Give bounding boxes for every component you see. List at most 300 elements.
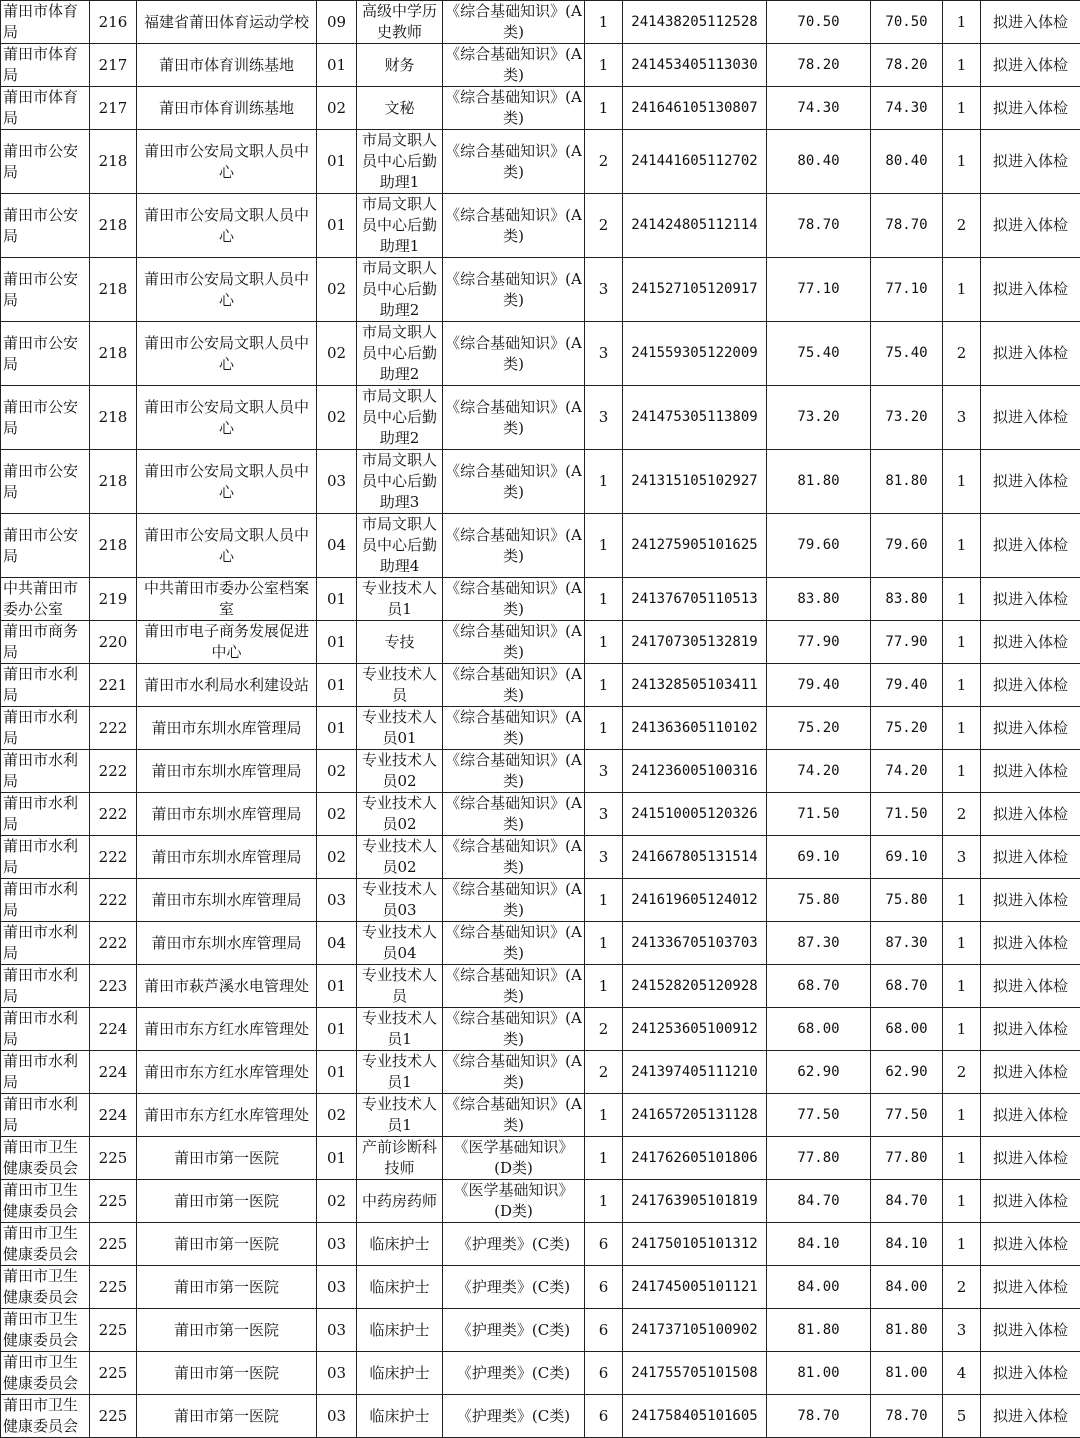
department-cell: 莆田市公安局 [1, 450, 90, 514]
hiring-quota-cell: 6 [585, 1395, 623, 1438]
table-row [1, 1, 1080, 44]
hiring-quota-cell: 1 [585, 1137, 623, 1180]
position-code-cell: 01 [317, 130, 357, 194]
position-code-cell: 02 [317, 1094, 357, 1137]
total-score-cell: 84.00 [871, 1266, 943, 1309]
department-cell: 莆田市水利局 [1, 1094, 90, 1137]
written-score-cell: 68.70 [767, 965, 871, 1008]
unit-code-cell: 217 [90, 44, 137, 87]
ticket-number-cell: 241763905101819 [623, 1180, 767, 1223]
total-score-cell: 81.00 [871, 1352, 943, 1395]
hiring-quota-cell: 1 [585, 1180, 623, 1223]
rank-cell: 1 [943, 258, 981, 322]
employer-cell: 莆田市第一医院 [137, 1223, 317, 1266]
department-cell: 莆田市卫生健康委员会 [1, 1223, 90, 1266]
table-row [1, 1266, 1080, 1309]
rank-cell: 1 [943, 750, 981, 793]
rank-cell: 1 [943, 664, 981, 707]
department-cell: 莆田市公安局 [1, 514, 90, 578]
result-cell: 拟进入体检 [981, 87, 1080, 130]
ticket-number-cell: 241363605110102 [623, 707, 767, 750]
written-score-cell: 77.90 [767, 621, 871, 664]
employer-cell: 莆田市公安局文职人员中心 [137, 386, 317, 450]
total-score-cell: 73.20 [871, 386, 943, 450]
position-name-cell: 市局文职人员中心后勤助理2 [357, 386, 443, 450]
department-cell: 莆田市水利局 [1, 664, 90, 707]
unit-code-cell: 217 [90, 87, 137, 130]
written-score-cell: 79.40 [767, 664, 871, 707]
unit-code-cell: 218 [90, 130, 137, 194]
position-code-cell: 01 [317, 1137, 357, 1180]
exam-subject-cell: 《综合基础知识》(A类) [443, 707, 585, 750]
result-cell: 拟进入体检 [981, 1137, 1080, 1180]
written-score-cell: 74.20 [767, 750, 871, 793]
employer-cell: 莆田市第一医院 [137, 1137, 317, 1180]
rank-cell: 2 [943, 1266, 981, 1309]
hiring-quota-cell: 1 [585, 707, 623, 750]
position-code-cell: 02 [317, 750, 357, 793]
unit-code-cell: 218 [90, 194, 137, 258]
position-name-cell: 专业技术人员 [357, 965, 443, 1008]
department-cell: 莆田市卫生健康委员会 [1, 1180, 90, 1223]
rank-cell: 1 [943, 1, 981, 44]
table-row [1, 130, 1080, 194]
ticket-number-cell: 241646105130807 [623, 87, 767, 130]
written-score-cell: 84.10 [767, 1223, 871, 1266]
position-code-cell: 04 [317, 514, 357, 578]
exam-subject-cell: 《护理类》(C类) [443, 1395, 585, 1438]
ticket-number-cell: 241236005100316 [623, 750, 767, 793]
total-score-cell: 68.70 [871, 965, 943, 1008]
total-score-cell: 71.50 [871, 793, 943, 836]
exam-subject-cell: 《综合基础知识》(A类) [443, 922, 585, 965]
total-score-cell: 77.10 [871, 258, 943, 322]
written-score-cell: 71.50 [767, 793, 871, 836]
employer-cell: 莆田市第一医院 [137, 1266, 317, 1309]
position-name-cell: 专业技术人员04 [357, 922, 443, 965]
total-score-cell: 75.20 [871, 707, 943, 750]
unit-code-cell: 222 [90, 879, 137, 922]
unit-code-cell: 224 [90, 1051, 137, 1094]
table-row [1, 322, 1080, 386]
position-name-cell: 专业技术人员1 [357, 1051, 443, 1094]
total-score-cell: 78.70 [871, 194, 943, 258]
rank-cell: 2 [943, 1051, 981, 1094]
position-code-cell: 01 [317, 44, 357, 87]
unit-code-cell: 222 [90, 922, 137, 965]
exam-subject-cell: 《综合基础知识》(A类) [443, 322, 585, 386]
department-cell: 莆田市体育局 [1, 87, 90, 130]
department-cell: 莆田市体育局 [1, 44, 90, 87]
exam-subject-cell: 《综合基础知识》(A类) [443, 130, 585, 194]
table-row [1, 1180, 1080, 1223]
table-row [1, 879, 1080, 922]
rank-cell: 1 [943, 621, 981, 664]
hiring-quota-cell: 3 [585, 793, 623, 836]
result-cell: 拟进入体检 [981, 1180, 1080, 1223]
result-cell: 拟进入体检 [981, 1352, 1080, 1395]
total-score-cell: 68.00 [871, 1008, 943, 1051]
department-cell: 莆田市水利局 [1, 836, 90, 879]
position-name-cell: 专业技术人员01 [357, 707, 443, 750]
position-name-cell: 文秘 [357, 87, 443, 130]
position-name-cell: 专技 [357, 621, 443, 664]
written-score-cell: 73.20 [767, 386, 871, 450]
position-name-cell: 专业技术人员02 [357, 750, 443, 793]
employer-cell: 莆田市东方红水库管理处 [137, 1008, 317, 1051]
position-code-cell: 01 [317, 664, 357, 707]
exam-subject-cell: 《护理类》(C类) [443, 1266, 585, 1309]
hiring-quota-cell: 1 [585, 922, 623, 965]
department-cell: 莆田市水利局 [1, 922, 90, 965]
exam-subject-cell: 《综合基础知识》(A类) [443, 386, 585, 450]
ticket-number-cell: 241510005120326 [623, 793, 767, 836]
table-row [1, 514, 1080, 578]
table-row [1, 578, 1080, 621]
written-score-cell: 69.10 [767, 836, 871, 879]
total-score-cell: 77.90 [871, 621, 943, 664]
exam-subject-cell: 《医学基础知识》(D类) [443, 1137, 585, 1180]
unit-code-cell: 222 [90, 707, 137, 750]
position-code-cell: 04 [317, 922, 357, 965]
unit-code-cell: 219 [90, 578, 137, 621]
department-cell: 莆田市水利局 [1, 965, 90, 1008]
exam-subject-cell: 《护理类》(C类) [443, 1352, 585, 1395]
rank-cell: 2 [943, 194, 981, 258]
unit-code-cell: 225 [90, 1309, 137, 1352]
table-row [1, 707, 1080, 750]
table-row [1, 1094, 1080, 1137]
written-score-cell: 81.80 [767, 1309, 871, 1352]
employer-cell: 莆田市水利局水利建设站 [137, 664, 317, 707]
total-score-cell: 79.40 [871, 664, 943, 707]
rank-cell: 1 [943, 922, 981, 965]
rank-cell: 1 [943, 965, 981, 1008]
unit-code-cell: 225 [90, 1395, 137, 1438]
ticket-number-cell: 241315105102927 [623, 450, 767, 514]
result-cell: 拟进入体检 [981, 1395, 1080, 1438]
hiring-quota-cell: 2 [585, 194, 623, 258]
hiring-quota-cell: 1 [585, 87, 623, 130]
ticket-number-cell: 241275905101625 [623, 514, 767, 578]
department-cell: 莆田市公安局 [1, 194, 90, 258]
position-code-cell: 01 [317, 578, 357, 621]
table-row [1, 194, 1080, 258]
position-code-cell: 02 [317, 836, 357, 879]
hiring-quota-cell: 1 [585, 1094, 623, 1137]
position-code-cell: 02 [317, 258, 357, 322]
position-name-cell: 财务 [357, 44, 443, 87]
written-score-cell: 75.20 [767, 707, 871, 750]
rank-cell: 4 [943, 1352, 981, 1395]
table-row [1, 258, 1080, 322]
unit-code-cell: 218 [90, 450, 137, 514]
department-cell: 莆田市公安局 [1, 258, 90, 322]
table-row [1, 1137, 1080, 1180]
written-score-cell: 84.70 [767, 1180, 871, 1223]
unit-code-cell: 225 [90, 1180, 137, 1223]
unit-code-cell: 224 [90, 1094, 137, 1137]
employer-cell: 莆田市东圳水库管理局 [137, 750, 317, 793]
ticket-number-cell: 241755705101508 [623, 1352, 767, 1395]
result-cell: 拟进入体检 [981, 44, 1080, 87]
result-cell: 拟进入体检 [981, 1, 1080, 44]
written-score-cell: 78.20 [767, 44, 871, 87]
written-score-cell: 62.90 [767, 1051, 871, 1094]
position-name-cell: 专业技术人员03 [357, 879, 443, 922]
written-score-cell: 77.80 [767, 1137, 871, 1180]
exam-subject-cell: 《综合基础知识》(A类) [443, 879, 585, 922]
result-cell: 拟进入体检 [981, 258, 1080, 322]
rank-cell: 1 [943, 707, 981, 750]
exam-subject-cell: 《综合基础知识》(A类) [443, 514, 585, 578]
result-cell: 拟进入体检 [981, 879, 1080, 922]
exam-subject-cell: 《综合基础知识》(A类) [443, 87, 585, 130]
result-cell: 拟进入体检 [981, 1266, 1080, 1309]
exam-subject-cell: 《综合基础知识》(A类) [443, 450, 585, 514]
ticket-number-cell: 241453405113030 [623, 44, 767, 87]
total-score-cell: 74.20 [871, 750, 943, 793]
written-score-cell: 70.50 [767, 1, 871, 44]
table-row [1, 450, 1080, 514]
table-row [1, 836, 1080, 879]
ticket-number-cell: 241328505103411 [623, 664, 767, 707]
employer-cell: 莆田市公安局文职人员中心 [137, 194, 317, 258]
written-score-cell: 74.30 [767, 87, 871, 130]
rank-cell: 1 [943, 1008, 981, 1051]
employer-cell: 莆田市东圳水库管理局 [137, 879, 317, 922]
employer-cell: 莆田市东圳水库管理局 [137, 793, 317, 836]
table-row [1, 793, 1080, 836]
result-cell: 拟进入体检 [981, 194, 1080, 258]
table-body [1, 1, 1080, 1438]
rank-cell: 5 [943, 1395, 981, 1438]
hiring-quota-cell: 3 [585, 386, 623, 450]
rank-cell: 1 [943, 130, 981, 194]
exam-subject-cell: 《综合基础知识》(A类) [443, 750, 585, 793]
ticket-number-cell: 241336705103703 [623, 922, 767, 965]
position-code-cell: 03 [317, 1309, 357, 1352]
result-cell: 拟进入体检 [981, 1309, 1080, 1352]
ticket-number-cell: 241758405101605 [623, 1395, 767, 1438]
result-cell: 拟进入体检 [981, 1094, 1080, 1137]
position-code-cell: 01 [317, 194, 357, 258]
position-name-cell: 临床护士 [357, 1266, 443, 1309]
result-cell: 拟进入体检 [981, 386, 1080, 450]
table-row [1, 1223, 1080, 1266]
written-score-cell: 78.70 [767, 194, 871, 258]
written-score-cell: 75.40 [767, 322, 871, 386]
position-code-cell: 02 [317, 322, 357, 386]
employer-cell: 莆田市第一医院 [137, 1180, 317, 1223]
ticket-number-cell: 241750105101312 [623, 1223, 767, 1266]
total-score-cell: 84.70 [871, 1180, 943, 1223]
position-name-cell: 临床护士 [357, 1395, 443, 1438]
table-row [1, 1352, 1080, 1395]
ticket-number-cell: 241559305122009 [623, 322, 767, 386]
employer-cell: 莆田市东方红水库管理处 [137, 1051, 317, 1094]
position-name-cell: 市局文职人员中心后勤助理3 [357, 450, 443, 514]
total-score-cell: 81.80 [871, 450, 943, 514]
employer-cell: 莆田市东圳水库管理局 [137, 836, 317, 879]
position-name-cell: 专业技术人员1 [357, 1008, 443, 1051]
ticket-number-cell: 241667805131514 [623, 836, 767, 879]
total-score-cell: 75.40 [871, 322, 943, 386]
result-cell: 拟进入体检 [981, 707, 1080, 750]
employer-cell: 莆田市公安局文职人员中心 [137, 514, 317, 578]
total-score-cell: 80.40 [871, 130, 943, 194]
position-code-cell: 01 [317, 707, 357, 750]
department-cell: 莆田市卫生健康委员会 [1, 1352, 90, 1395]
position-code-cell: 03 [317, 1395, 357, 1438]
employer-cell: 莆田市第一医院 [137, 1352, 317, 1395]
employer-cell: 莆田市东圳水库管理局 [137, 922, 317, 965]
employer-cell: 莆田市第一医院 [137, 1395, 317, 1438]
result-cell: 拟进入体检 [981, 793, 1080, 836]
position-code-cell: 01 [317, 965, 357, 1008]
unit-code-cell: 218 [90, 386, 137, 450]
table-row [1, 750, 1080, 793]
ticket-number-cell: 241253605100912 [623, 1008, 767, 1051]
position-code-cell: 03 [317, 1352, 357, 1395]
exam-subject-cell: 《综合基础知识》(A类) [443, 578, 585, 621]
hiring-quota-cell: 2 [585, 130, 623, 194]
unit-code-cell: 218 [90, 258, 137, 322]
rank-cell: 2 [943, 322, 981, 386]
total-score-cell: 79.60 [871, 514, 943, 578]
exam-subject-cell: 《综合基础知识》(A类) [443, 664, 585, 707]
position-code-cell: 01 [317, 1008, 357, 1051]
rank-cell: 2 [943, 793, 981, 836]
ticket-number-cell: 241441605112702 [623, 130, 767, 194]
unit-code-cell: 216 [90, 1, 137, 44]
hiring-quota-cell: 3 [585, 258, 623, 322]
department-cell: 莆田市卫生健康委员会 [1, 1266, 90, 1309]
position-name-cell: 专业技术人员 [357, 664, 443, 707]
hiring-quota-cell: 3 [585, 322, 623, 386]
hiring-quota-cell: 1 [585, 879, 623, 922]
unit-code-cell: 222 [90, 793, 137, 836]
hiring-quota-cell: 1 [585, 1, 623, 44]
result-cell: 拟进入体检 [981, 1051, 1080, 1094]
exam-subject-cell: 《综合基础知识》(A类) [443, 1094, 585, 1137]
table-row [1, 922, 1080, 965]
position-name-cell: 专业技术人员02 [357, 793, 443, 836]
department-cell: 莆田市公安局 [1, 322, 90, 386]
rank-cell: 1 [943, 578, 981, 621]
position-name-cell: 专业技术人员1 [357, 578, 443, 621]
employer-cell: 莆田市公安局文职人员中心 [137, 322, 317, 386]
total-score-cell: 77.50 [871, 1094, 943, 1137]
position-name-cell: 市局文职人员中心后勤助理1 [357, 130, 443, 194]
department-cell: 莆田市商务局 [1, 621, 90, 664]
position-name-cell: 临床护士 [357, 1223, 443, 1266]
department-cell: 中共莆田市委办公室 [1, 578, 90, 621]
position-code-cell: 03 [317, 879, 357, 922]
unit-code-cell: 224 [90, 1008, 137, 1051]
hiring-quota-cell: 3 [585, 836, 623, 879]
exam-subject-cell: 《综合基础知识》(A类) [443, 965, 585, 1008]
employer-cell: 莆田市公安局文职人员中心 [137, 258, 317, 322]
unit-code-cell: 218 [90, 514, 137, 578]
written-score-cell: 84.00 [767, 1266, 871, 1309]
ticket-number-cell: 241424805112114 [623, 194, 767, 258]
position-code-cell: 01 [317, 1051, 357, 1094]
department-cell: 莆田市水利局 [1, 1008, 90, 1051]
table-row [1, 1051, 1080, 1094]
written-score-cell: 81.00 [767, 1352, 871, 1395]
unit-code-cell: 225 [90, 1352, 137, 1395]
table-row [1, 87, 1080, 130]
department-cell: 莆田市卫生健康委员会 [1, 1395, 90, 1438]
department-cell: 莆田市水利局 [1, 1051, 90, 1094]
rank-cell: 1 [943, 514, 981, 578]
employer-cell: 莆田市第一医院 [137, 1309, 317, 1352]
hiring-quota-cell: 1 [585, 450, 623, 514]
written-score-cell: 80.40 [767, 130, 871, 194]
position-name-cell: 市局文职人员中心后勤助理1 [357, 194, 443, 258]
position-code-cell: 09 [317, 1, 357, 44]
department-cell: 莆田市水利局 [1, 879, 90, 922]
total-score-cell: 83.80 [871, 578, 943, 621]
employer-cell: 莆田市体育训练基地 [137, 87, 317, 130]
written-score-cell: 77.50 [767, 1094, 871, 1137]
ticket-number-cell: 241657205131128 [623, 1094, 767, 1137]
result-cell: 拟进入体检 [981, 130, 1080, 194]
exam-subject-cell: 《综合基础知识》(A类) [443, 1051, 585, 1094]
result-cell: 拟进入体检 [981, 322, 1080, 386]
position-code-cell: 03 [317, 450, 357, 514]
ticket-number-cell: 241762605101806 [623, 1137, 767, 1180]
exam-subject-cell: 《综合基础知识》(A类) [443, 621, 585, 664]
ticket-number-cell: 241707305132819 [623, 621, 767, 664]
hiring-quota-cell: 1 [585, 621, 623, 664]
table-row [1, 664, 1080, 707]
total-score-cell: 84.10 [871, 1223, 943, 1266]
unit-code-cell: 222 [90, 750, 137, 793]
table-row [1, 44, 1080, 87]
employer-cell: 莆田市公安局文职人员中心 [137, 130, 317, 194]
ticket-number-cell: 241438205112528 [623, 1, 767, 44]
unit-code-cell: 225 [90, 1137, 137, 1180]
hiring-quota-cell: 1 [585, 514, 623, 578]
written-score-cell: 83.80 [767, 578, 871, 621]
hiring-quota-cell: 1 [585, 44, 623, 87]
exam-subject-cell: 《医学基础知识》(D类) [443, 1180, 585, 1223]
table-row [1, 1008, 1080, 1051]
total-score-cell: 77.80 [871, 1137, 943, 1180]
hiring-quota-cell: 1 [585, 664, 623, 707]
rank-cell: 1 [943, 87, 981, 130]
position-name-cell: 专业技术人员02 [357, 836, 443, 879]
rank-cell: 1 [943, 879, 981, 922]
employer-cell: 莆田市萩芦溪水电管理处 [137, 965, 317, 1008]
total-score-cell: 69.10 [871, 836, 943, 879]
result-cell: 拟进入体检 [981, 1008, 1080, 1051]
total-score-cell: 62.90 [871, 1051, 943, 1094]
position-name-cell: 产前诊断科技师 [357, 1137, 443, 1180]
hiring-quota-cell: 2 [585, 1008, 623, 1051]
written-score-cell: 78.70 [767, 1395, 871, 1438]
position-name-cell: 市局文职人员中心后勤助理2 [357, 322, 443, 386]
position-code-cell: 02 [317, 1180, 357, 1223]
written-score-cell: 81.80 [767, 450, 871, 514]
rank-cell: 1 [943, 1223, 981, 1266]
employer-cell: 莆田市东圳水库管理局 [137, 707, 317, 750]
total-score-cell: 74.30 [871, 87, 943, 130]
unit-code-cell: 221 [90, 664, 137, 707]
unit-code-cell: 218 [90, 322, 137, 386]
